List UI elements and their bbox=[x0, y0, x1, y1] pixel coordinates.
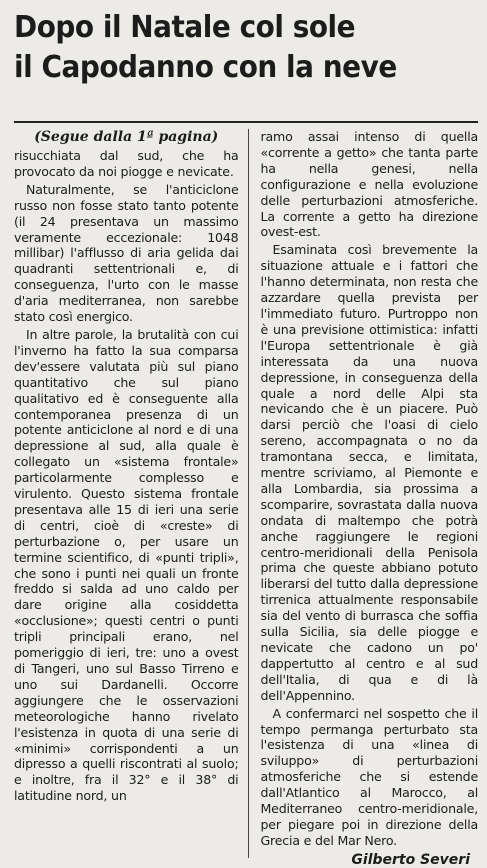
continuation-kicker: (Segue dalla 1ª pagina) bbox=[34, 129, 219, 145]
headline bbox=[14, 8, 446, 88]
headline-rule bbox=[14, 121, 478, 123]
paragraph: ramo assai intenso di quella «corrente a getto» che tanta parte ha nella genesi, nella configurazione e nella evoluzione delle perturbazioni atmosferiche. La corrente a getto ha direzione ovest-est. bbox=[260, 129, 479, 240]
article-body bbox=[14, 129, 479, 868]
headline-line-2: il Capodanno con la neve bbox=[14, 50, 397, 85]
paragraph: Naturalmente, se l'anticiclone russo non fosse stato tanto potente (il 24 presentava un massimo veramente eccezionale: 1048 millibar) l'afflusso di aria gelida dai quadranti settentrionali e, di conseguenza, l'urto con le masse d'aria mediterranea, non sarebbe stato così energico. bbox=[14, 181, 239, 325]
paragraph: A confermarci nel sospetto che il tempo permanga perturbato sta l'esistenza di una «linea di sviluppo» di perturbazioni atmosferiche che si estende dall'Atlantico al Marocco, al Mediterraneo centro-meridionale, per piegare poi in direzione della Grecia e del Mar Nero. bbox=[260, 705, 479, 848]
left-column bbox=[14, 129, 248, 858]
headline-line-1: Dopo il Natale col sole bbox=[14, 10, 356, 45]
author-signature: Gilberto Severi bbox=[351, 851, 471, 868]
paragraph: risucchiata dal sud, che ha provocato da noi piogge e nevicate. bbox=[14, 148, 239, 179]
right-column bbox=[249, 129, 479, 868]
paragraph: In altre parole, la brutalità con cui l'inverno ha fatto la sua comparsa dev'essere valutata più sul piano quantitativo che sul piano qualitativo ed è conseguente alla contemporanea presenza di un potente anticiclone al nord e di una depressione al sud, alla quale è collegato un «sistema frontale» particolarmente complesso e virulento. Questo sistema frontale presentava alle 15 di ieri una serie di centri, cioè di «creste» di perturbazione o, per usare un termine scientifico, di «punti tripli», che sono i punti nei quali un fronte freddo si salda ad uno caldo per dare origine alla cosiddetta «occlusione»; questi centri o punti tripli principali erano, nel pomeriggio di ieri, tre: uno a ovest di Tangeri, uno sul Basso Tirreno e uno sui Dardanelli. Occorre aggiungere che le osservazioni meteorologiche hanno rivelato l'esistenza in quota di una serie di «minimi» corrispondenti a un dipresso a quelli riscontrati al suolo; e inoltre, fra il 32° e il 38° di latitudine nord, un bbox=[14, 326, 239, 804]
paragraph: Esaminata così brevemente la situazione attuale e i fattori che l'hanno determinata, non resta che azzardare quella prevista per l'immediato futuro. Purtroppo non è una previsione ottimistica: infatti l'Europa settentrionale è già interessata da una nuova depressione, in conseguenza della quale a nord delle Alpi sta nevicando che è un piacere. Può darsi perciò che l'oasi di cielo sereno, accompagnata o no da tramontana secca, e limitata, mentre scriviamo, al Piemonte e alla Lombardia, sia prossima a scomparire, sovrastata dalla nuova ondata di maltempo che potrà anche raggiungere le regioni centro-meridionali della Penisola prima che queste abbiano potuto liberarsi del tutto dalla depressione tirrenica attualmente responsabile sia del vento di burrasca che soffia sulla Sicilia, sia delle piogge e nevicate che cadono un po' dappertutto al centro e al sud dell'Italia, di qua e di là dell'Appennino. bbox=[260, 242, 479, 703]
